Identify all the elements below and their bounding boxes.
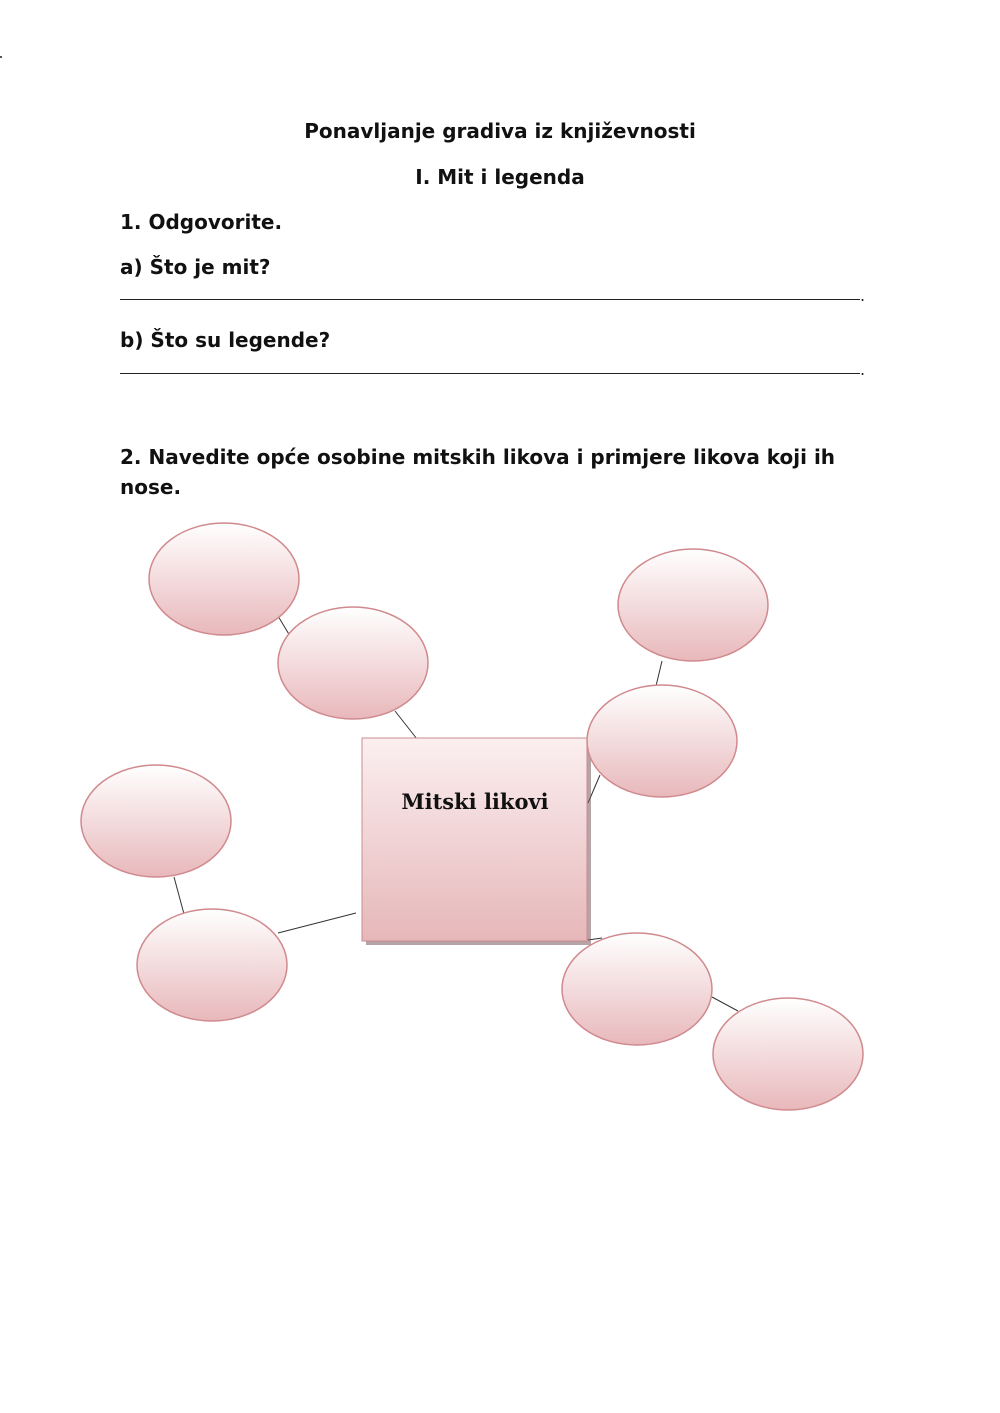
central-box: [362, 738, 587, 941]
question-b: b) Što su legende?: [120, 328, 331, 352]
answer-line-b[interactable]: [120, 373, 860, 374]
connector-topright-pair: [656, 661, 662, 686]
answer-bubble-top-left-inner[interactable]: [278, 607, 428, 719]
task-1-heading: 1. Odgovorite.: [120, 210, 283, 234]
answer-line-a-period: .: [860, 286, 866, 305]
section-heading: I. Mit i legenda: [415, 165, 585, 189]
connector-topleft-pair: [278, 616, 290, 636]
task-2-heading: 2. Navedite opće osobine mitskih likova i primjere likova koji ih nose.: [120, 445, 836, 499]
connector-left-to-center: [278, 913, 356, 933]
answer-bubble-left-inner[interactable]: [137, 909, 287, 1021]
connector-left-pair: [174, 877, 184, 914]
mind-map: [0, 510, 1000, 1130]
margin-mark: [0, 56, 2, 58]
question-a: a) Što je mit?: [120, 255, 271, 279]
answer-bubble-bottom-right-outer[interactable]: [713, 998, 863, 1110]
answer-bubble-top-left-outer[interactable]: [149, 523, 299, 635]
central-box-label: Mitski likovi: [401, 789, 549, 814]
answer-bubble-bottom-right-inner[interactable]: [562, 933, 712, 1045]
answer-line-b-period: .: [860, 360, 866, 379]
answer-bubble-top-right-inner[interactable]: [587, 685, 737, 797]
answer-bubble-top-right-outer[interactable]: [618, 549, 768, 661]
answer-line-a[interactable]: [120, 299, 860, 300]
connector-bottomright-pair: [712, 997, 738, 1011]
page-title: Ponavljanje gradiva iz književnosti: [304, 119, 696, 143]
connector-topleft-to-center: [395, 711, 417, 739]
answer-bubble-left-outer[interactable]: [81, 765, 231, 877]
